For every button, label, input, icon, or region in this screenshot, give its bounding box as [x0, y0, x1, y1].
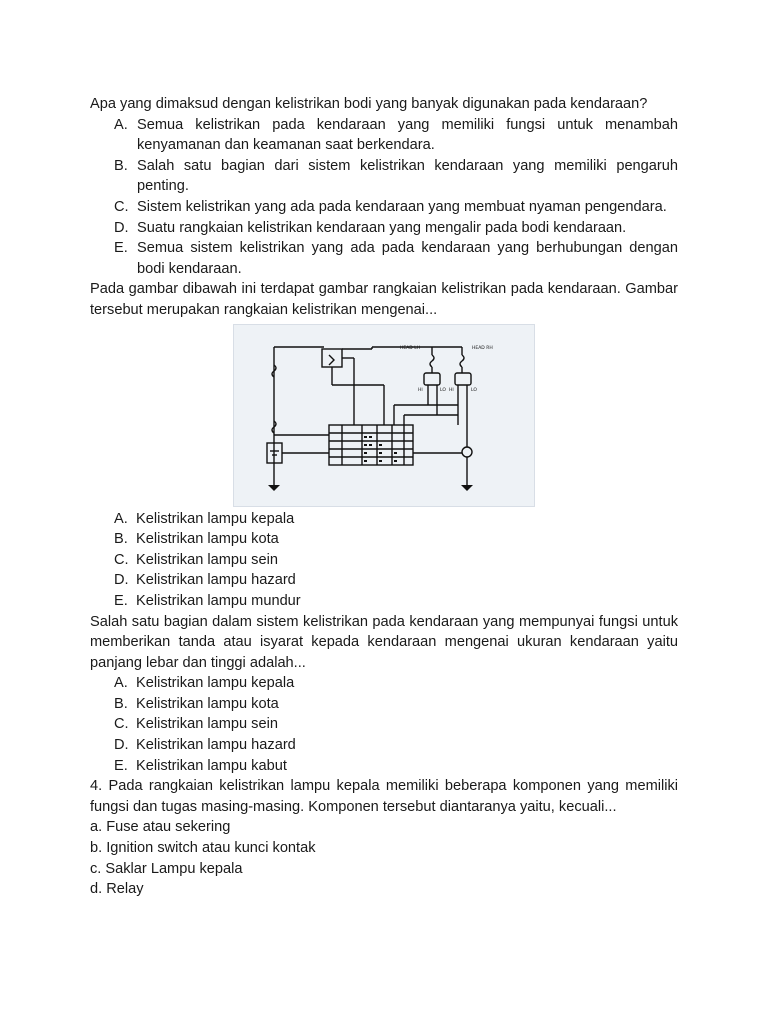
- question-2: [90, 279, 678, 611]
- ground-left-icon: [268, 485, 280, 491]
- question-3: [90, 612, 678, 777]
- option-item: B. Kelistrikan lampu kota: [114, 695, 279, 712]
- question-1-options: [90, 115, 678, 280]
- option-item: D. Suatu rangkaian kelistrikan kendaraan yang mengalir pada bodi kendaraan.: [114, 219, 627, 236]
- option-item: b. Ignition switch atau kunci kontak: [90, 840, 316, 857]
- headlight-circuit-diagram: [233, 324, 535, 507]
- option-item: D. Kelistrikan lampu hazard: [114, 572, 296, 589]
- dimmer-switch: [462, 447, 472, 457]
- document-page: [90, 94, 678, 900]
- ground-symbols: [268, 485, 473, 491]
- head-rh-label: HEAD RH: [472, 345, 493, 351]
- option-item: C. Kelistrikan lampu sein: [114, 716, 278, 733]
- option-item: A. Kelistrikan lampu kepala: [114, 675, 295, 692]
- question-3-options: [90, 673, 678, 776]
- head-lh-label: HEAD LH: [400, 345, 421, 351]
- question-2-text: Pada gambar dibawah ini terdapat gambar rangkaian kelistrikan pada kendaraan. Gambar tersebut merupakan rangkaian kelistrikan mengenai...: [90, 281, 678, 318]
- option-item: B. Kelistrikan lampu kota: [114, 531, 279, 548]
- option-item: E. Kelistrikan lampu kabut: [114, 757, 287, 774]
- option-item: E. Kelistrikan lampu mundur: [114, 592, 301, 609]
- option-item: A. Kelistrikan lampu kepala: [114, 510, 295, 527]
- option-item: C. Sistem kelistrikan yang ada pada kendaraan yang membuat nyaman pengendara.: [114, 198, 667, 215]
- ground-right-icon: [461, 485, 473, 491]
- head-lh-lamp: [424, 373, 440, 385]
- question-1-text: Apa yang dimaksud dengan kelistrikan bodi yang banyak digunakan pada kendaraan?: [90, 96, 648, 112]
- lo-left-label: LO: [440, 387, 446, 393]
- question-2-options: [90, 509, 678, 612]
- lo-right-label: LO: [471, 387, 477, 393]
- head-rh-lamp: [455, 373, 471, 385]
- hi-left-label: HI: [418, 387, 423, 393]
- question-1: [90, 94, 678, 279]
- option-item: B. Salah satu bagian dari sistem kelistrikan kendaraan yang memiliki pengaruh penting.: [114, 157, 678, 195]
- question-3-text: Salah satu bagian dalam sistem kelistrikan pada kendaraan yang mempunyai fungsi untuk memberikan tanda atau isyarat kepada kendaraan mengenai ukuran kendaraan yaitu panjang lebar dan tinggi adalah...: [90, 613, 678, 671]
- option-item: A. Semua kelistrikan pada kendaraan yang memiliki fungsi untuk menambah kenyamanan dan keamanan saat berkendara.: [114, 116, 678, 154]
- option-item: c. Saklar Lampu kepala: [90, 860, 243, 877]
- option-item: D. Kelistrikan lampu hazard: [114, 737, 296, 754]
- option-item: d. Relay: [90, 881, 144, 898]
- hi-right-label: HI: [449, 387, 454, 393]
- question-4-text: 4. Pada rangkaian kelistrikan lampu kepala memiliki beberapa komponen yang memiliki fungsi dan tugas masing-masing. Komponen tersebut diantaranya yaitu, kecuali...: [90, 778, 678, 815]
- option-item: E. Semua sistem kelistrikan yang ada pada kendaraan yang berhubungan dengan bodi kendaraan.: [114, 240, 678, 277]
- option-item: C. Kelistrikan lampu sein: [114, 551, 278, 568]
- circuit-svg: [234, 325, 534, 506]
- option-item: a. Fuse atau sekering: [90, 819, 231, 836]
- question-4: [90, 776, 678, 900]
